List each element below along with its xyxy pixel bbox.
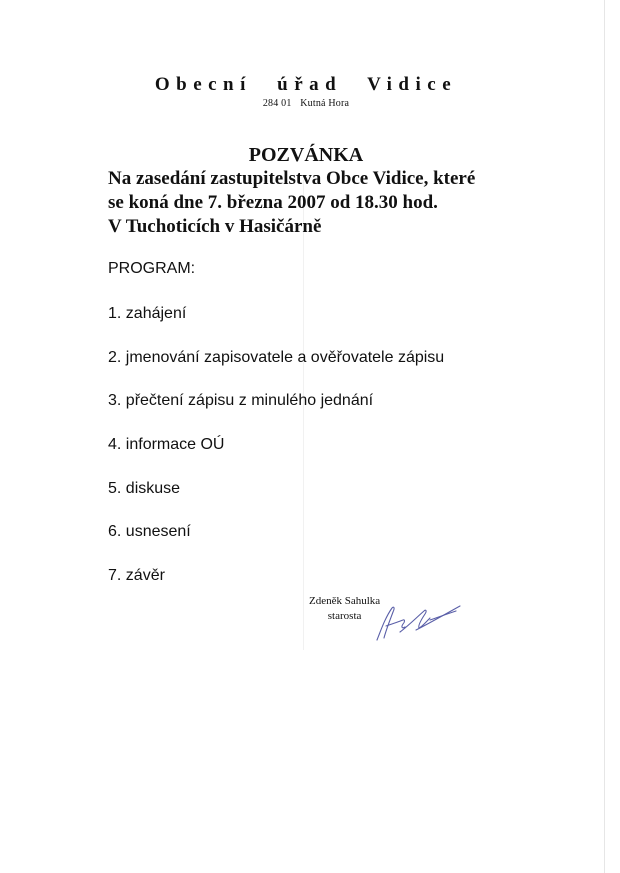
program-item: 7. závěr [108,567,165,585]
invitation-text [108,167,475,239]
invitation-line: Na zasedání zastupitelstva Obce Vidice, které [108,168,476,189]
invitation-line: se koná dne 7. března 2007 od 18.30 hod. [108,192,438,213]
office-name: Obecní úřad Vidice [154,74,458,95]
invitation-line: V Tuchoticích v Hasičárně [108,216,322,237]
program-heading: PROGRAM: [108,260,196,277]
postal-code: 284 01 [262,98,292,109]
program-item: 6. usnesení [108,523,191,541]
program-item: 3. přečtení zápisu z minulého jednání [108,392,374,410]
program-item: 1. zahájení [108,305,187,322]
handwritten-signature [372,600,464,642]
program-item: 5. diskuse [108,479,181,497]
invitation-title: POZVÁNKA [248,144,364,166]
signature-block [309,594,380,624]
city: Kutná Hora [300,98,350,109]
program-list [108,304,444,610]
program-item: 4. informace OÚ [108,436,225,454]
signatory-role: starosta [327,610,362,622]
signatory-name: Zdeněk Sahulka [309,595,381,607]
program-item: 2. jmenování zapisovatele a ověřovatele zápisu [108,348,445,366]
office-address [0,98,612,109]
scan-edge-line [604,0,605,873]
